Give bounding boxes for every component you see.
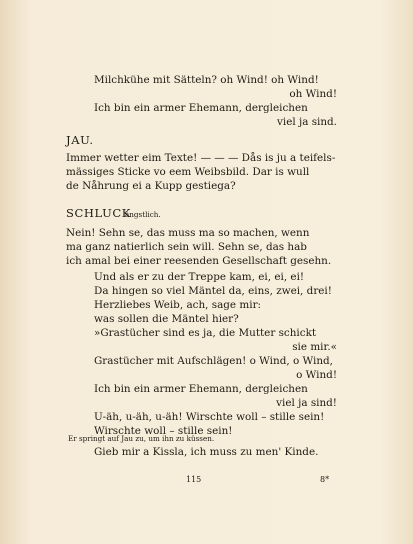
verse-line: U-äh, u-äh, u-äh! Wirschte woll – stille sein! — [94, 411, 325, 423]
speaker-jau: JAU. — [66, 133, 94, 147]
verse-line: Ich bin ein armer Ehemann, dergleichen — [94, 102, 308, 114]
page-number: 115 — [186, 475, 202, 484]
verse-line: »Grastücher sind es ja, die Mutter schickt — [94, 327, 317, 339]
verse-line: was sollen die Mäntel hier? — [94, 313, 239, 325]
verse-line: Und als er zu der Treppe kam, ei, ei, ei! — [94, 271, 305, 283]
final-line: Gieb mir a Kissla, ich muss zu men' Kinde. — [94, 446, 319, 458]
stage-direction: Er springt auf Jau zu, um ihn zu küssen. — [68, 434, 215, 443]
verse-line: o Wind! — [296, 369, 337, 381]
prose-line: ma ganz natierlich sein will. Sehn se, das hab — [66, 241, 307, 253]
speaker-direction: ängstlich. — [125, 210, 161, 219]
verse-line: sie mir.« — [292, 341, 337, 353]
prose-line: Nein! Sehn se, das muss ma so machen, wenn — [66, 227, 310, 239]
prose-line: mässiges Sticke vo eem Weibsbild. Dar is wull — [66, 166, 310, 178]
verse-line: Herzliebes Weib, ach, sage mir: — [94, 299, 262, 311]
speaker-schluck: SCHLUCK — [66, 206, 131, 220]
signature-mark: 8* — [320, 475, 330, 484]
prose-line: ich amal bei einer reesenden Gesellschaft gesehn. — [66, 255, 332, 267]
verse-line: Milchkühe mit Sätteln? oh Wind! oh Wind! — [94, 74, 319, 86]
verse-line: viel ja sind! — [276, 397, 337, 409]
verse-line: oh Wind! — [289, 88, 337, 100]
verse-line: Da hingen so viel Mäntel da, eins, zwei, drei! — [94, 285, 332, 297]
prose-line: de Nåhrung ei a Kupp gestiega? — [66, 180, 236, 192]
verse-line: Grastücher mit Aufschlägen! o Wind, o Wind, — [94, 355, 333, 367]
verse-line: Wirschte woll – stille sein! — [94, 425, 233, 437]
verse-line: Ich bin ein armer Ehemann, dergleichen — [94, 383, 308, 395]
prose-line: Immer wetter eim Texte! — — — Dås is ju a teifels- — [66, 152, 336, 164]
verse-line: viel ja sind. — [277, 116, 337, 128]
